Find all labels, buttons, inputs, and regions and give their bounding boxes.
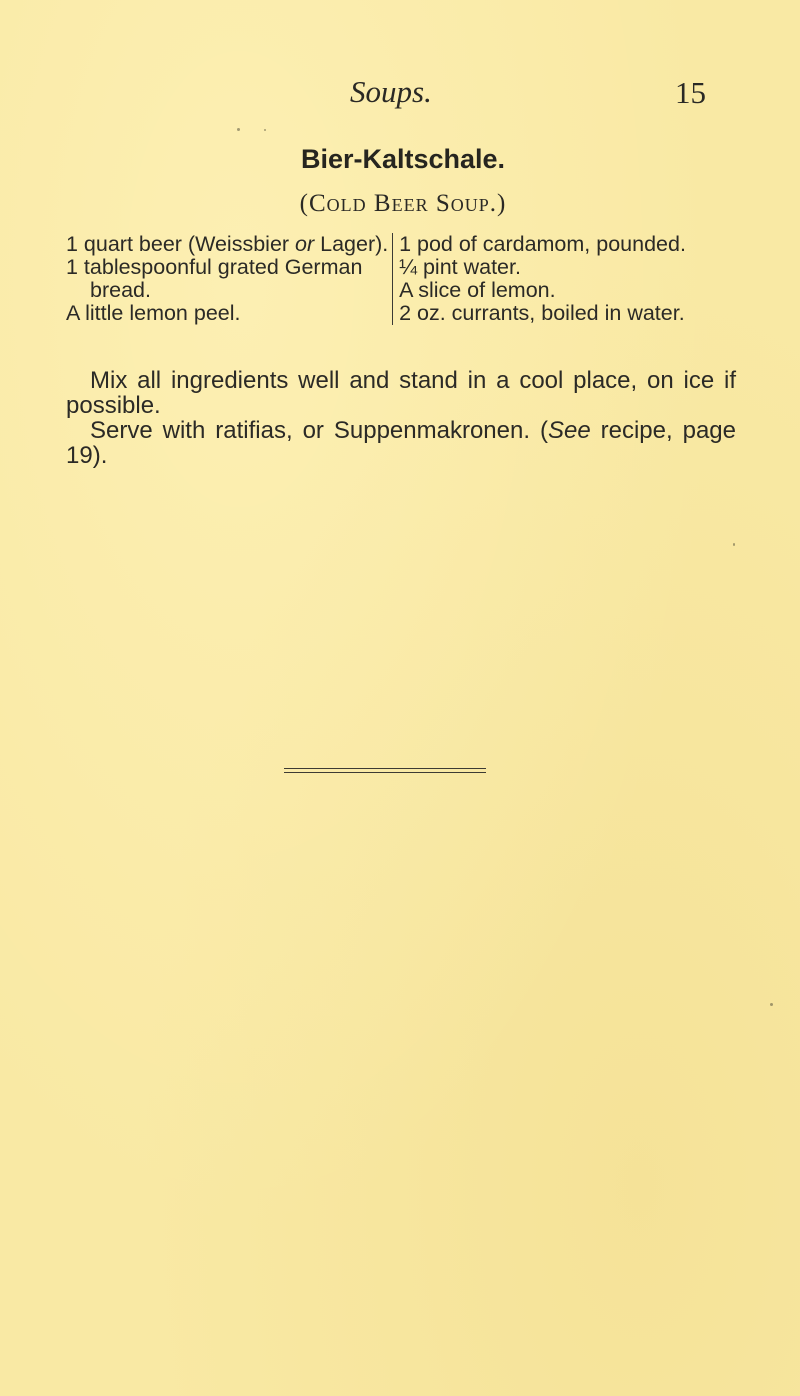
paper-speck (237, 128, 240, 131)
ingredient-item: 1 pod of cardamom, pounded. (399, 232, 686, 256)
ingredient-emphasis: or (295, 232, 315, 256)
see-emphasis: See (547, 417, 591, 444)
section-divider-top-rule (284, 768, 486, 769)
ingredients-list (66, 233, 736, 325)
ingredient-item: 1 quart beer (Weissbier or Lager). (66, 232, 389, 256)
instruction-paragraph: Mix all ingredients well and stand in a cool place, on ice if possible. (66, 367, 736, 419)
running-title: Soups. (350, 74, 432, 109)
ingredient-item: ¼ pint water. (399, 255, 521, 279)
section-divider-bottom-rule (284, 772, 486, 773)
ingredient-item: 2 oz. currants, boiled in water. (399, 301, 685, 325)
instruction-paragraph: Serve with ratifias, or Suppenmakronen. (See recipe, page 19). (66, 417, 737, 469)
paper-speck (770, 1003, 773, 1006)
paper-speck (733, 543, 735, 546)
running-head (0, 74, 800, 114)
ingredient-item: A slice of lemon. (399, 278, 556, 302)
recipe-subtitle: (Cold Beer Soup.) (299, 190, 507, 217)
ingredient-item: A little lemon peel. (66, 301, 241, 325)
page-number: 15 (675, 75, 706, 110)
ingredient-item: 1 tablespoonful grated German bread. (66, 255, 363, 302)
ingredients-left-column (66, 233, 390, 325)
recipe-title: Bier-Kaltschale. (300, 144, 506, 174)
paper-speck (264, 129, 266, 131)
ingredients-right-column (392, 233, 736, 325)
instructions (66, 368, 736, 468)
